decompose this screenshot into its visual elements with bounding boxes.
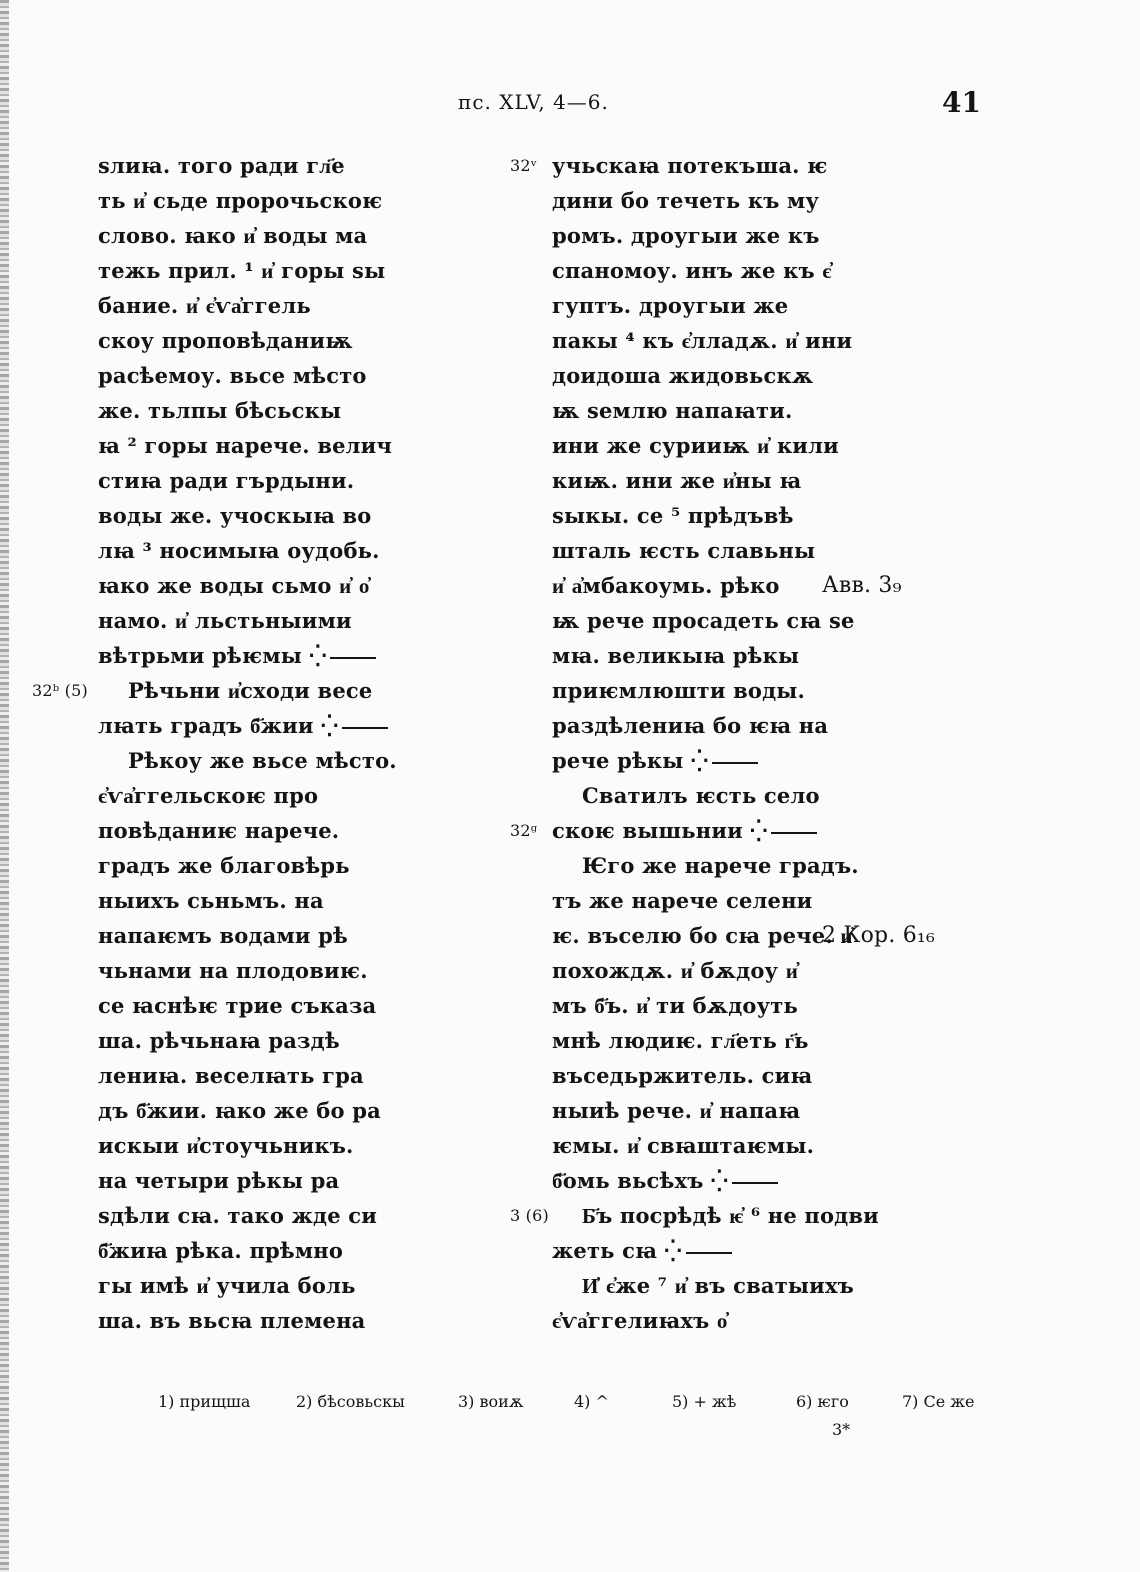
line-text: чьнами на плодовиѥ. <box>98 958 368 983</box>
line-text: раздѣлениꙗ бо ѥꙗ на <box>552 713 829 738</box>
text-line <box>552 1303 882 1338</box>
section-end-stroke <box>342 727 388 729</box>
footnote: 7) Се же <box>902 1392 975 1411</box>
line-text: ѕлиꙗ. того ради гл҃е <box>98 153 345 178</box>
section-end-stroke <box>712 762 758 764</box>
text-line <box>98 953 428 988</box>
verse-reference: 32ᵛ <box>510 156 537 175</box>
line-text: стиꙗ ради гърдыни. <box>98 468 355 493</box>
text-line <box>552 1268 882 1303</box>
line-text: ромъ. дроугыи же къ <box>552 223 820 248</box>
line-text: Сватилъ ѥсть село <box>582 783 820 808</box>
line-text: рече рѣкы ⁛ <box>552 748 709 773</box>
line-text: жеть сꙗ ⁛ <box>552 1238 682 1263</box>
section-end-stroke <box>771 832 817 834</box>
line-text: мъ б҃ъ. и҆ ти бѫдоуть <box>552 993 798 1018</box>
line-text: въседьржитель. сиꙗ <box>552 1063 813 1088</box>
text-line <box>552 358 882 393</box>
text-line <box>98 603 428 638</box>
line-text: дини бо течеть къ му <box>552 188 820 213</box>
line-text: шталь ѥсть славьны <box>552 538 816 563</box>
line-text: расѣемоу. вьсе мѣсто <box>98 363 367 388</box>
text-line <box>552 1093 882 1128</box>
line-text: ꙗ ² горы нарече. велич <box>98 433 393 458</box>
text-line <box>552 568 902 603</box>
line-text: ша. рѣчьнаꙗ раздѣ <box>98 1028 340 1053</box>
section-end-stroke <box>732 1182 778 1184</box>
line-text: ѭ рече просадеть сꙗ ѕе <box>552 608 855 633</box>
text-line <box>510 813 882 848</box>
line-text: Рѣчьни и҆сходи весе <box>128 678 373 703</box>
text-line <box>98 1198 428 1233</box>
text-line <box>98 1093 428 1128</box>
text-line <box>552 743 882 778</box>
line-text: киѭ. ини же и҆ны ꙗ <box>552 468 802 493</box>
text-line <box>552 183 882 218</box>
line-text: воды же. учоскыꙗ во <box>98 503 372 528</box>
line-text: доидоша жидовьскѫ <box>552 363 814 388</box>
line-text: ѥмы. и҆ свꙗштаѥмы. <box>552 1133 815 1158</box>
text-line <box>552 1163 882 1198</box>
line-text: градъ же благовѣрь <box>98 853 350 878</box>
text-line <box>98 428 428 463</box>
section-end-stroke <box>330 657 376 659</box>
section-end-stroke <box>686 1252 732 1254</box>
line-text: учьскаꙗ потекъша. ѥ <box>552 153 828 178</box>
line-text: б҃жиꙗ рѣка. прѣмно <box>98 1238 344 1263</box>
text-line <box>552 673 882 708</box>
text-line <box>552 393 882 428</box>
footnote: 4) ^ <box>574 1392 609 1411</box>
text-line <box>552 253 882 288</box>
line-text: лꙗ ³ носимыꙗ оудобь. <box>98 538 380 563</box>
text-line <box>552 428 882 463</box>
text-line <box>552 1023 882 1058</box>
line-text: ть и҆ сьде пророчьскоѥ <box>98 188 383 213</box>
line-text: ѕдѣли сꙗ. тако жде си <box>98 1203 378 1228</box>
line-text: бание. и҆ є҆ѵа҆ггель <box>98 293 311 318</box>
footnote: 5) + жѣ <box>672 1392 737 1411</box>
line-text: Рѣкоу же вьсе мѣсто. <box>128 748 397 773</box>
line-text: є҆ѵа҆ггельскоѥ про <box>98 783 319 808</box>
footnote: 2) бѣсовьскы <box>296 1392 405 1411</box>
text-line <box>98 708 428 743</box>
text-line <box>552 1058 882 1093</box>
line-text: приѥмлюшти воды. <box>552 678 806 703</box>
text-line <box>98 848 428 883</box>
text-line <box>98 1058 428 1093</box>
text-line <box>98 533 428 568</box>
verse-reference: 32ᵍ <box>510 821 538 840</box>
text-line <box>98 393 428 428</box>
text-line <box>552 1128 882 1163</box>
text-line <box>552 778 882 813</box>
line-text: ныихъ сьньмъ. на <box>98 888 324 913</box>
line-text: дъ б҃жии. ꙗко же бо ра <box>98 1098 381 1123</box>
text-line <box>98 1128 428 1163</box>
line-text: гы имѣ и҆ учила боль <box>98 1273 356 1298</box>
text-line <box>552 533 882 568</box>
line-text: ини же сурииѭ и҆ кили <box>552 433 839 458</box>
text-line <box>32 673 428 708</box>
line-text: ша. въ вьсꙗ племена <box>98 1308 366 1333</box>
right-text-column <box>510 148 935 1338</box>
line-text: спаномоу. инъ же къ є҆ <box>552 258 832 283</box>
line-text: вѣтрьми рѣѥмы ⁛ <box>98 643 327 668</box>
text-line <box>552 988 882 1023</box>
text-line <box>552 463 882 498</box>
line-text: б҃омь вьсѣхъ ⁛ <box>552 1168 728 1193</box>
text-line <box>552 918 935 953</box>
line-text: ѭ ѕемлю напаꙗти. <box>552 398 793 423</box>
text-line <box>552 498 882 533</box>
text-line <box>98 183 428 218</box>
text-line <box>552 288 882 323</box>
scripture-cross-reference: Авв. 3₉ <box>822 573 902 598</box>
text-line <box>98 1163 428 1198</box>
line-text: на четыри рѣкы ра <box>98 1168 340 1193</box>
verse-reference: 3 (6) <box>510 1206 549 1225</box>
text-line <box>98 1233 428 1268</box>
text-line <box>98 498 428 533</box>
text-line <box>98 1023 428 1058</box>
text-line <box>98 743 428 778</box>
line-text: повѣданиѥ нарече. <box>98 818 340 843</box>
text-line <box>98 778 428 813</box>
scanned-page-edge <box>0 0 9 1572</box>
line-text: се ꙗснѣѥ трие съказа <box>98 993 377 1018</box>
text-line <box>552 603 882 638</box>
line-text: похождѫ. и҆ бѫдоу и҆ <box>552 958 799 983</box>
text-line <box>98 918 428 953</box>
text-line <box>98 568 428 603</box>
scripture-cross-reference: 2 Кор. 6₁₆ <box>822 923 935 948</box>
footnote: 3) воиѫ <box>458 1392 524 1411</box>
text-line <box>98 288 428 323</box>
line-text: мнѣ людиѥ. гл҃еть г҃ь <box>552 1028 809 1053</box>
line-text: Б҃ъ посрѣдѣ ѥ҆ ⁶ не подви <box>582 1203 879 1228</box>
line-text: намо. и҆ льстьныими <box>98 608 352 633</box>
footnote: 6) ѥго <box>796 1392 849 1411</box>
line-text: ꙗко же воды сьмо и҆ о҆ <box>98 573 370 598</box>
text-line <box>552 883 882 918</box>
text-line <box>552 218 882 253</box>
signature-mark: 3* <box>832 1420 851 1439</box>
line-text: скоу проповѣданиѭ <box>98 328 353 353</box>
line-text: тежь прил. ¹ и҆ горы ѕы <box>98 258 386 283</box>
text-line <box>98 988 428 1023</box>
text-line <box>98 813 428 848</box>
text-line <box>552 953 882 988</box>
text-line <box>98 463 428 498</box>
line-text: слово. ꙗко и҆ воды ма <box>98 223 368 248</box>
text-line <box>552 323 882 358</box>
line-text: напаѥмъ водами рѣ <box>98 923 349 948</box>
line-text: ѕыкы. се ⁵ прѣдъвѣ <box>552 503 794 528</box>
line-text: же. тьлпы бѣсьскы <box>98 398 342 423</box>
text-line <box>552 708 882 743</box>
line-text: И҆ є҆же ⁷ и҆ въ сватыихъ <box>582 1273 854 1298</box>
text-line <box>552 638 882 673</box>
line-text: и҆ а҆мбакоумь. рѣко <box>552 573 780 598</box>
page-number: 41 <box>942 86 981 119</box>
text-line <box>98 883 428 918</box>
text-line <box>98 323 428 358</box>
text-line <box>510 148 882 183</box>
text-line <box>552 848 882 883</box>
line-text: ныиѣ рече. и҆ напаꙗ <box>552 1098 801 1123</box>
text-line <box>510 1198 882 1233</box>
text-line <box>98 1268 428 1303</box>
line-text: лениꙗ. веселꙗть гра <box>98 1063 364 1088</box>
text-line <box>98 148 428 183</box>
line-text: скоѥ вышьнии ⁛ <box>552 818 768 843</box>
line-text: тъ же нарече селени <box>552 888 813 913</box>
footnotes <box>158 1392 978 1416</box>
line-text: лꙗть градъ б҃жии ⁛ <box>98 713 339 738</box>
text-line <box>98 218 428 253</box>
line-text: Ѥго же нарече градъ. <box>582 853 859 878</box>
line-text: є҆ѵа҆ггелиꙗхъ о҆ <box>552 1308 728 1333</box>
line-text: мꙗ. великыꙗ рѣкы <box>552 643 800 668</box>
line-text: ѥ. въселю бо сꙗ рече. и҆ <box>552 923 853 948</box>
verse-reference: 32ᵇ (5) <box>32 681 88 700</box>
line-text: искыи и҆стоучьникъ. <box>98 1133 354 1158</box>
text-line <box>98 358 428 393</box>
line-text: гуптъ. дроугыи же <box>552 293 789 318</box>
text-line <box>98 253 428 288</box>
line-text: пакы ⁴ къ є҆лладѫ. и҆ ини <box>552 328 853 353</box>
left-text-column <box>32 148 428 1338</box>
footnote: 1) прищша <box>158 1392 251 1411</box>
running-head: пс. XLV, 4—6. <box>458 90 609 114</box>
text-line <box>552 1233 882 1268</box>
text-line <box>98 638 428 673</box>
text-line <box>98 1303 428 1338</box>
